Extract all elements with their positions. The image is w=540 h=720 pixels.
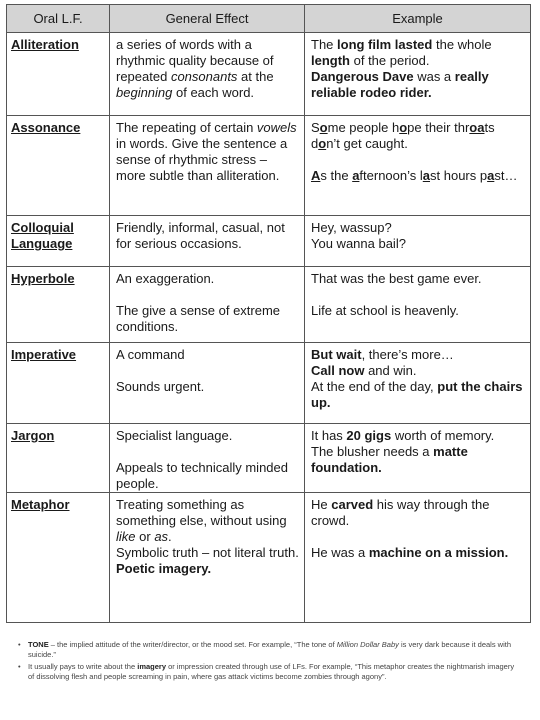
- example-text: o: [319, 120, 328, 135]
- effect-paragraph: [116, 120, 299, 184]
- example-paragraph: [311, 428, 525, 444]
- effect-text: at the: [237, 69, 274, 84]
- header-general-effect: General Effect: [110, 5, 305, 33]
- cell-general-effect: [110, 493, 305, 623]
- example-text: his way through the crowd.: [311, 497, 490, 528]
- example-paragraph: [311, 271, 525, 287]
- example-text: the whole: [432, 37, 492, 52]
- cell-example: [305, 267, 531, 343]
- example-text: and win.: [364, 363, 417, 378]
- example-text: Call now: [311, 363, 365, 378]
- footnote-text: TONE: [28, 640, 49, 649]
- example-text: put the chairs up.: [311, 379, 523, 410]
- example-paragraph: [311, 497, 525, 529]
- feature-name-text: Assonance: [11, 120, 81, 135]
- example-text: Life at school is heavenly.: [311, 303, 459, 318]
- example-text: The: [311, 37, 338, 52]
- example-text: machine on a mission.: [368, 545, 509, 560]
- effect-paragraph: [116, 497, 299, 545]
- footnotes: [18, 640, 518, 684]
- effect-text: The give a sense of extreme conditions.: [116, 303, 281, 334]
- footnote-text: It usually pays to write about the: [28, 662, 138, 671]
- table-body: [7, 33, 531, 623]
- example-paragraph: [311, 152, 525, 168]
- effect-paragraph: [116, 363, 299, 379]
- row-colloquial-language: [7, 216, 531, 267]
- example-text: S: [311, 120, 320, 135]
- cell-general-effect: [110, 216, 305, 267]
- example-text: length: [311, 53, 350, 68]
- header-oral-lf: Oral L.F.: [7, 5, 110, 33]
- example-paragraph: [311, 529, 525, 545]
- cell-example: [305, 116, 531, 216]
- example-text: s the: [320, 168, 353, 183]
- effect-paragraph: [116, 37, 299, 101]
- effect-paragraph: [116, 444, 299, 460]
- example-text: Dangerous Dave: [311, 69, 414, 84]
- example-paragraph: [311, 120, 525, 152]
- example-text: The blusher needs a: [311, 444, 434, 459]
- example-text: of the period.: [350, 53, 430, 68]
- example-text: really reliable rodeo rider.: [311, 69, 489, 100]
- example-text: n’t get caught.: [326, 136, 408, 151]
- example-text: carved: [331, 497, 374, 512]
- effect-text: as: [154, 529, 169, 544]
- effect-paragraph: [116, 460, 299, 492]
- effect-text: Symbolic truth – not literal truth.: [116, 545, 299, 560]
- example-text: st…: [494, 168, 518, 183]
- example-text: You wanna bail?: [311, 236, 406, 251]
- example-text: o: [318, 136, 327, 151]
- example-paragraph: [311, 347, 525, 363]
- effect-text: A command: [116, 347, 185, 362]
- example-paragraph: [311, 220, 525, 236]
- example-text: worth of memory.: [391, 428, 495, 443]
- cell-feature-name: [7, 493, 110, 623]
- header-example: Example: [305, 5, 531, 33]
- feature-name-text: Colloquial: [11, 220, 74, 235]
- example-text: matte foundation.: [311, 444, 468, 475]
- feature-name-text: Language: [11, 236, 73, 251]
- feature-name-text: Imperative: [11, 347, 77, 362]
- example-text: oa: [469, 120, 485, 135]
- effect-paragraph: [116, 220, 299, 252]
- example-text: But wait: [311, 347, 362, 362]
- effect-text: of each word.: [172, 85, 255, 100]
- cell-example: [305, 343, 531, 424]
- cell-feature-name: [7, 343, 110, 424]
- footnote-text: imagery: [137, 662, 167, 671]
- effect-text: Specialist language.: [116, 428, 233, 443]
- cell-general-effect: [110, 33, 305, 116]
- example-paragraph: [311, 37, 525, 69]
- cell-general-effect: [110, 116, 305, 216]
- example-text: A: [311, 168, 321, 183]
- example-text: st hours p: [430, 168, 488, 183]
- example-text: At the end of the day,: [311, 379, 438, 394]
- footnote-text: or impression created through use of LFs. For example, “This metaphor creates the nightmarish imagery of dissolving flesh and people screaming in pain, where gas attack victims become zombies through agony”.: [28, 662, 515, 681]
- example-text: 20 gigs: [346, 428, 392, 443]
- footnote-text: Million Dollar Baby: [336, 640, 399, 649]
- example-text: ts d: [311, 120, 495, 151]
- row-metaphor: [7, 493, 531, 623]
- language-features-sheet: [6, 4, 534, 623]
- example-text: It has: [311, 428, 347, 443]
- feature-name-text: Metaphor: [11, 497, 70, 512]
- cell-general-effect: [110, 267, 305, 343]
- effect-text: in words. Give the sentence a sense of rhythmic stress – more subtle than alliteration.: [116, 136, 288, 183]
- example-text: He was a: [311, 545, 369, 560]
- effect-text: Treating something as something else, without using: [116, 497, 287, 528]
- row-hyperbole: [7, 267, 531, 343]
- example-paragraph: [311, 379, 525, 411]
- effect-text: Appeals to technically minded people.: [116, 460, 288, 491]
- example-text: Hey, wassup?: [311, 220, 392, 235]
- example-text: fternoon’s l: [359, 168, 423, 183]
- effect-paragraph: [116, 347, 299, 363]
- effect-text: Poetic imagery.: [116, 561, 212, 576]
- cell-feature-name: [7, 424, 110, 493]
- cell-general-effect: [110, 424, 305, 493]
- row-jargon: [7, 424, 531, 493]
- effect-text: consonants: [170, 69, 238, 84]
- effect-paragraph: [116, 545, 299, 577]
- cell-feature-name: [7, 116, 110, 216]
- cell-feature-name: [7, 216, 110, 267]
- example-text: a: [422, 168, 431, 183]
- example-text: o: [399, 120, 408, 135]
- footnote-item: [18, 640, 518, 660]
- example-paragraph: [311, 303, 525, 319]
- example-text: He: [311, 497, 332, 512]
- cell-feature-name: [7, 33, 110, 116]
- footnote-text: is very dark because it deals with suicide.”: [28, 640, 512, 659]
- effect-paragraph: [116, 287, 299, 303]
- example-text: , there’s more…: [361, 347, 454, 362]
- row-assonance: [7, 116, 531, 216]
- example-paragraph: [311, 69, 525, 101]
- footnote-item: [18, 662, 518, 682]
- language-features-table: [6, 4, 531, 623]
- feature-name-text: Hyperbole: [11, 271, 75, 286]
- example-text: was a: [413, 69, 455, 84]
- effect-text: The repeating of certain: [116, 120, 257, 135]
- effect-text: .: [168, 529, 172, 544]
- row-alliteration: [7, 33, 531, 116]
- cell-example: [305, 493, 531, 623]
- effect-paragraph: [116, 428, 299, 444]
- effect-text: Friendly, informal, casual, not for serious occasions.: [116, 220, 285, 251]
- effect-text: beginning: [116, 85, 173, 100]
- example-text: a: [487, 168, 495, 183]
- effect-text: vowels: [256, 120, 297, 135]
- cell-example: [305, 216, 531, 267]
- example-text: That was the best game ever.: [311, 271, 482, 286]
- example-text: long film lasted: [337, 37, 433, 52]
- effect-paragraph: [116, 379, 299, 395]
- effect-text: like: [116, 529, 136, 544]
- effect-text: Sounds urgent.: [116, 379, 205, 394]
- effect-text: or: [135, 529, 155, 544]
- effect-text: An exaggeration.: [116, 271, 215, 286]
- example-text: a: [352, 168, 360, 183]
- footnote-text: – the implied attitude of the writer/director, or the mood set. For example, “The tone of: [48, 640, 337, 649]
- table-header-row: [7, 5, 531, 33]
- feature-name-text: Jargon: [11, 428, 55, 443]
- example-paragraph: [311, 363, 525, 379]
- effect-paragraph: [116, 271, 299, 287]
- effect-text: a series of words with a rhythmic quality because of repeated: [116, 37, 274, 84]
- example-text: pe their thr: [407, 120, 470, 135]
- row-imperative: [7, 343, 531, 424]
- example-text: me people h: [327, 120, 400, 135]
- cell-example: [305, 33, 531, 116]
- example-paragraph: [311, 444, 525, 476]
- effect-paragraph: [116, 303, 299, 335]
- example-paragraph: [311, 287, 525, 303]
- cell-example: [305, 424, 531, 493]
- feature-name-text: Alliteration: [11, 37, 79, 52]
- example-paragraph: [311, 545, 525, 561]
- example-paragraph: [311, 168, 525, 184]
- cell-feature-name: [7, 267, 110, 343]
- example-paragraph: [311, 236, 525, 252]
- cell-general-effect: [110, 343, 305, 424]
